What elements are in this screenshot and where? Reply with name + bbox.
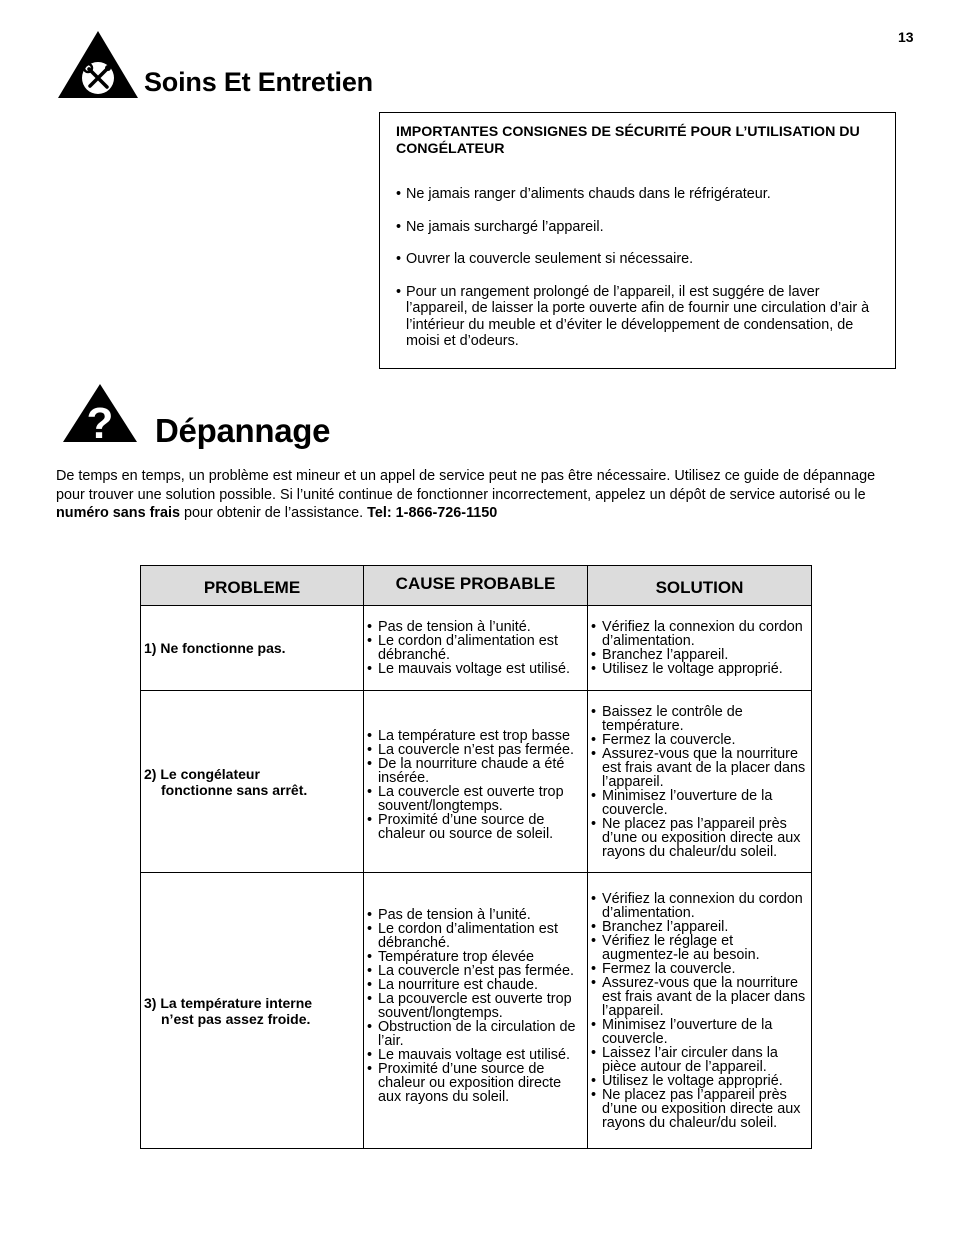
table-header-row bbox=[141, 566, 812, 606]
cause-cell bbox=[363, 606, 587, 691]
list-item: • Branchez l’appareil. bbox=[590, 918, 729, 935]
list-item: • La couvercle n’est pas fermée. bbox=[366, 962, 574, 979]
list-item: • Fermez la couvercle. bbox=[590, 960, 736, 977]
list-item: • Branchez l’appareil. bbox=[590, 647, 729, 663]
solution-cell bbox=[587, 606, 811, 691]
table-row bbox=[141, 606, 812, 691]
list-item: • Minimisez l’ouverture de la couvercle. bbox=[590, 787, 773, 818]
list-item: • La nourriture est chaude. bbox=[366, 976, 538, 993]
list-item: • La couvercle n’est pas fermée. bbox=[366, 741, 574, 758]
list-item: • Le cordon d’alimentation est débranché. bbox=[366, 633, 558, 663]
list-item: • Ne placez pas l’appareil près d’une ou exposition directe aux rayons du chaleur/du soleil. bbox=[590, 1086, 801, 1131]
list-item: • La couvercle est ouverte trop souvent/longtemps. bbox=[366, 783, 564, 814]
safety-item: • Pour un rangement prolongé de l’appareil, il est suggére de laver l’appareil, de laisser la porte ouverte afin de fournir une circulation d’air à l’intérieur du meuble et d’éviter le développement de condensation, de moisi et d’odeurs. bbox=[396, 283, 870, 349]
section-title-depannage: Dépannage bbox=[155, 412, 331, 449]
safety-item: • Ouvrer la couvercle seulement si nécessaire. bbox=[396, 251, 694, 267]
page-number: 13 bbox=[898, 29, 914, 45]
problem-cell: 1) Ne fonctionne pas. bbox=[141, 606, 364, 691]
list-item: • Température trop élevée bbox=[366, 948, 534, 965]
list-item: • Vérifiez la connexion du cordon d’alimentation. bbox=[590, 890, 803, 921]
list-item: • Pas de tension à l’unité. bbox=[366, 619, 531, 635]
solution-cell bbox=[587, 691, 811, 873]
list-item: • Proximité d’une source de chaleur ou exposition directe aux rayons du soleil. bbox=[366, 1060, 562, 1105]
list-item: • Laissez l’air circuler dans la pièce autour de l’appareil. bbox=[590, 1044, 778, 1075]
problem-cell: 2) Le congélateur fonctionne sans arrêt. bbox=[141, 691, 364, 873]
column-header: PROBLEME bbox=[141, 566, 364, 606]
list-item: • Utilisez le voltage approprié. bbox=[590, 1072, 783, 1089]
wrench-screwdriver-warning-icon bbox=[57, 30, 139, 99]
safety-item: • Ne jamais ranger d’aliments chauds dans le réfrigérateur. bbox=[396, 186, 771, 202]
list-item: • Vérifiez le réglage et augmentez-le au besoin. bbox=[590, 932, 760, 963]
cause-cell bbox=[363, 873, 587, 1149]
safety-notice-title: IMPORTANTES CONSIGNES DE SÉCURITÉ POUR L’UTILISATION DU CONGÉLATEUR bbox=[396, 124, 860, 157]
list-item: • Pas de tension à l’unité. bbox=[366, 906, 531, 923]
list-item: • Assurez-vous que la nourriture est frais avant de la placer dans l’appareil. bbox=[590, 745, 806, 790]
list-item: • De la nourriture chaude a été insérée. bbox=[366, 755, 565, 786]
list-item: • Le mauvais voltage est utilisé. bbox=[366, 1046, 570, 1063]
list-item: • Proximité d’une source de chaleur ou source de soleil. bbox=[366, 811, 554, 842]
table-row bbox=[141, 691, 812, 873]
phone-number: Tel: 1-866-726-1150 bbox=[367, 505, 498, 521]
troubleshooting-table bbox=[140, 565, 812, 1149]
list-item: • Utilisez le voltage approprié. bbox=[590, 661, 783, 677]
list-item: • Minimisez l’ouverture de la couvercle. bbox=[590, 1016, 773, 1047]
list-item: • Ne placez pas l’appareil près d’une ou exposition directe aux rayons du chaleur/du soleil. bbox=[590, 815, 801, 860]
list-item: • Fermez la couvercle. bbox=[590, 731, 736, 748]
table-row bbox=[141, 873, 812, 1149]
column-header: CAUSE PROBABLE bbox=[363, 566, 587, 606]
intro-paragraph: De temps en temps, un problème est mineur et un appel de service peut ne pas être nécessaire. Utilisez ce guide de dépannage pour trouver une solution possible. Si l’unité continue de fonctionner incorrectement, appelez un dépôt de service autorisé ou le numéro sans frais pour obtenir de l’assistance. Tel: 1-866-726-1150 bbox=[56, 468, 876, 521]
safety-notice-box bbox=[379, 112, 896, 369]
solution-cell bbox=[587, 873, 811, 1149]
cause-cell bbox=[363, 691, 587, 873]
question-mark-warning-icon bbox=[62, 383, 138, 443]
svg-text:?: ? bbox=[86, 399, 114, 443]
list-item: • Baissez le contrôle de température. bbox=[590, 703, 743, 734]
safety-item: • Ne jamais surchargé l’appareil. bbox=[396, 218, 604, 235]
list-item: • Le cordon d’alimentation est débranché. bbox=[366, 920, 558, 951]
list-item: • La pcouvercle est ouverte trop souvent/longtemps. bbox=[366, 990, 572, 1021]
list-item: • Le mauvais voltage est utilisé. bbox=[366, 661, 570, 677]
list-item: • Obstruction de la circulation de l’air. bbox=[366, 1018, 576, 1049]
list-item: • La température est trop basse bbox=[366, 727, 570, 744]
list-item: • Assurez-vous que la nourriture est frais avant de la placer dans l’appareil. bbox=[590, 974, 806, 1019]
section-title-soins: Soins Et Entretien bbox=[144, 67, 373, 97]
problem-cell: 3) La température interne n’est pas assez froide. bbox=[141, 873, 364, 1149]
list-item: • Vérifiez la connexion du cordon d’alimentation. bbox=[590, 619, 803, 649]
column-header: SOLUTION bbox=[587, 566, 811, 606]
